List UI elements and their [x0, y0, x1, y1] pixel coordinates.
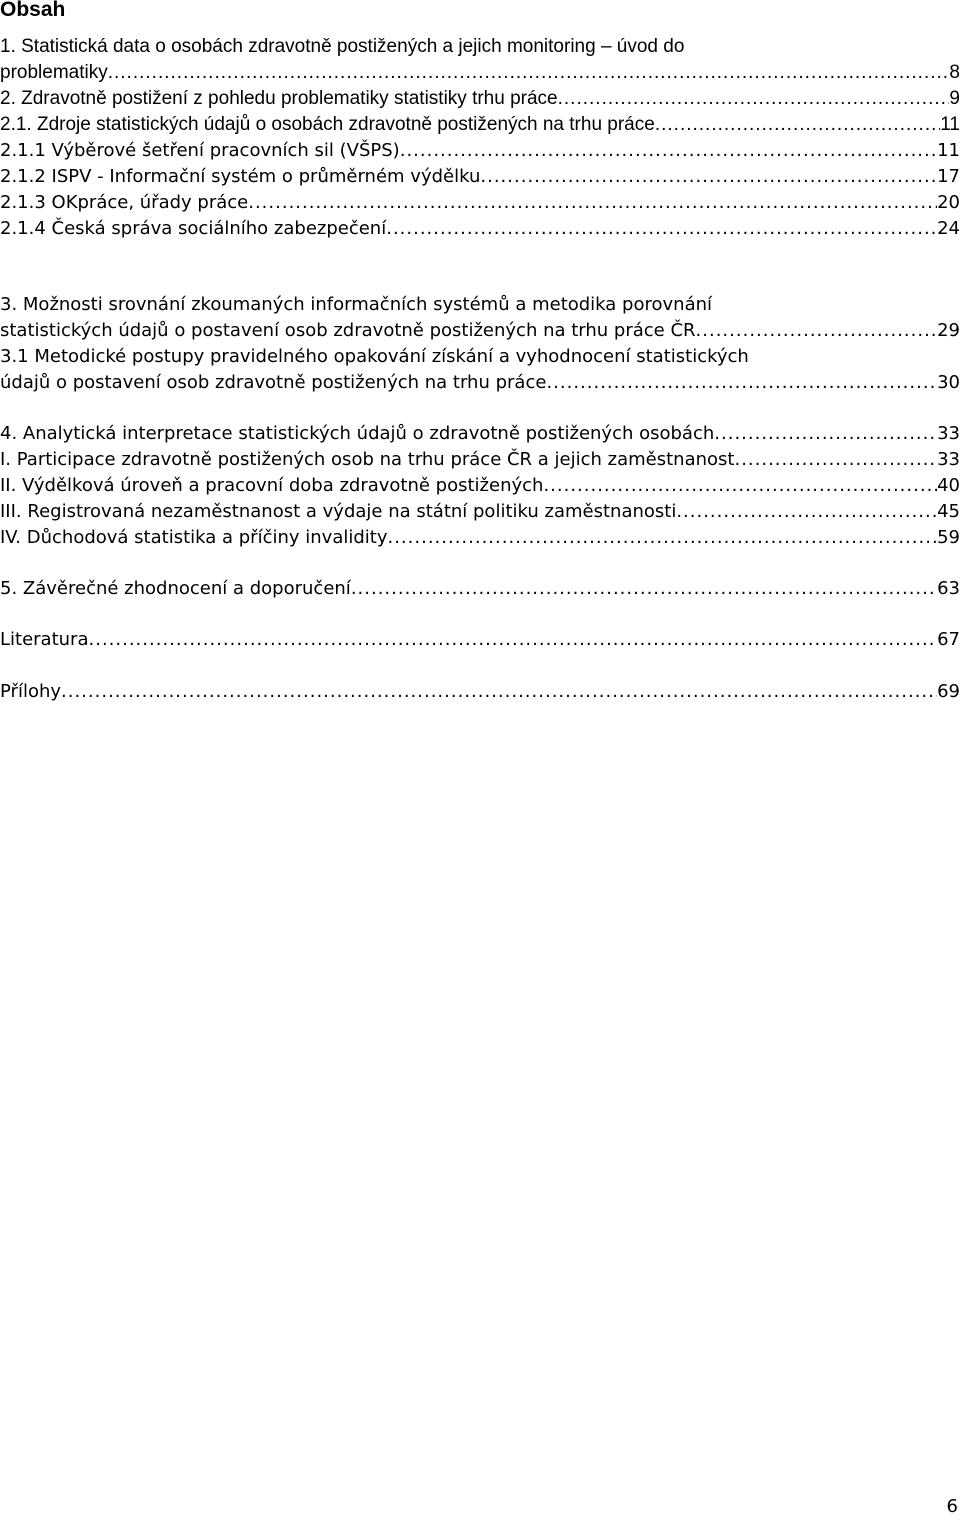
page-number: 6 [946, 1496, 958, 1517]
toc-entry-7[interactable] [0, 216, 960, 242]
toc-leader [248, 190, 937, 216]
toc-heading: Obsah [0, 0, 66, 21]
toc-entry-9-line1: 3.1 Metodické postupy pravidelného opakování získání a vyhodnocení statistických [0, 346, 749, 367]
toc-entry-9-page: 30 [937, 372, 960, 393]
toc-entry-2-page: 9 [949, 88, 960, 109]
toc-entry-5-page: 17 [937, 166, 960, 187]
toc-leader [89, 627, 938, 653]
toc-entry-8-line2: statistických údajů o postavení osob zdravotně postižených na trhu práce ČR [0, 320, 696, 341]
toc-leader [351, 576, 937, 602]
toc-entry-4-page: 11 [937, 140, 960, 161]
toc-leader [61, 679, 937, 705]
toc-entry-15-page: 63 [937, 578, 960, 599]
toc-entry-10-page: 33 [937, 423, 960, 444]
toc-entry-6[interactable] [0, 190, 960, 216]
toc-entry-4[interactable] [0, 138, 960, 164]
toc-entry-1-page: 8 [949, 62, 960, 83]
toc-entry-3-page: 11 [940, 114, 960, 135]
toc-leader [543, 473, 937, 499]
toc-entry-13-text: III. Registrovaná nezaměstnanost a výdaje na státní politiku zaměstnanosti [0, 501, 677, 522]
toc-entry-5[interactable] [0, 164, 960, 190]
toc-entry-17-page: 69 [937, 681, 960, 702]
toc-leader [387, 525, 937, 551]
toc-leader [546, 370, 937, 396]
toc-entry-7-page: 24 [937, 218, 960, 239]
toc-entry-12-text: II. Výdělková úroveň a pracovní doba zdravotně postižených [0, 475, 544, 496]
toc-entry-16-text: Literatura [0, 629, 89, 650]
toc-entry-15-text: 5. Závěrečné zhodnocení a doporučení [0, 578, 351, 599]
toc-entry-2[interactable] [0, 86, 960, 112]
toc-entry-7-text: 2.1.4 Česká správa sociálního zabezpečení [0, 218, 387, 239]
toc-entry-5-text: 2.1.2 ISPV - Informační systém o průměrném výdělku [0, 166, 481, 187]
toc-leader [734, 447, 937, 473]
toc-entry-9-line2: údajů o postavení osob zdravotně postižených na trhu práce [0, 372, 547, 393]
toc-entry-6-page: 20 [937, 192, 960, 213]
toc-entry-8-page: 29 [937, 320, 960, 341]
toc-entry-13-page: 45 [937, 501, 960, 522]
toc-entry-16-page: 67 [937, 629, 960, 650]
toc-entry-14-page: 59 [937, 527, 960, 548]
toc-entry-3-text: 2.1. Zdroje statistických údajů o osobách zdravotně postižených na trhu práce [0, 114, 655, 135]
toc-entry-12[interactable] [0, 473, 960, 499]
toc-entry-1[interactable] [0, 34, 960, 86]
toc-leader [714, 421, 937, 447]
toc-entry-14-text: IV. Důchodová statistika a příčiny invalidity [0, 527, 388, 548]
toc-entry-10-text: 4. Analytická interpretace statistických údajů o zdravotně postižených osobách [0, 423, 715, 444]
toc-entry-6-text: 2.1.3 OKpráce, úřady práce [0, 192, 249, 213]
toc-entry-13[interactable] [0, 499, 960, 525]
toc-leader [108, 60, 950, 86]
toc-entry-14[interactable] [0, 525, 960, 551]
toc-leader [400, 138, 937, 164]
toc-entry-9[interactable] [0, 344, 960, 396]
toc-entry-11-page: 33 [937, 449, 960, 470]
toc-entry-3[interactable] [0, 112, 960, 138]
toc-entry-17-text: Přílohy [0, 681, 62, 702]
toc-entry-2-text: 2. Zdravotně postižení z pohledu problematiky statistiky trhu práce [0, 88, 558, 109]
toc-leader [386, 216, 937, 242]
toc-entry-11[interactable] [0, 447, 960, 473]
toc-entry-1-line1: 1. Statistická data o osobách zdravotně postižených a jejich monitoring – úvod do [0, 36, 685, 57]
toc-leader [676, 499, 937, 525]
toc-entry-16[interactable] [0, 627, 960, 653]
toc-entry-1-line2: problematiky [0, 62, 108, 83]
toc-entry-15[interactable] [0, 576, 960, 602]
toc-entry-12-page: 40 [937, 475, 960, 496]
toc-entry-8[interactable] [0, 292, 960, 344]
toc-entry-17[interactable] [0, 679, 960, 705]
toc-entry-8-line1: 3. Možnosti srovnání zkoumaných informačních systémů a metodika porovnání [0, 294, 713, 315]
toc-entry-11-text: I. Participace zdravotně postižených osob na trhu práce ČR a jejich zaměstnanost [0, 449, 735, 470]
toc-leader [558, 86, 950, 112]
toc-entry-10[interactable] [0, 421, 960, 447]
toc-leader [696, 318, 938, 344]
toc-leader [480, 164, 937, 190]
toc-leader [655, 112, 940, 138]
toc-entry-4-text: 2.1.1 Výběrové šetření pracovních sil (VŠPS) [0, 140, 400, 161]
